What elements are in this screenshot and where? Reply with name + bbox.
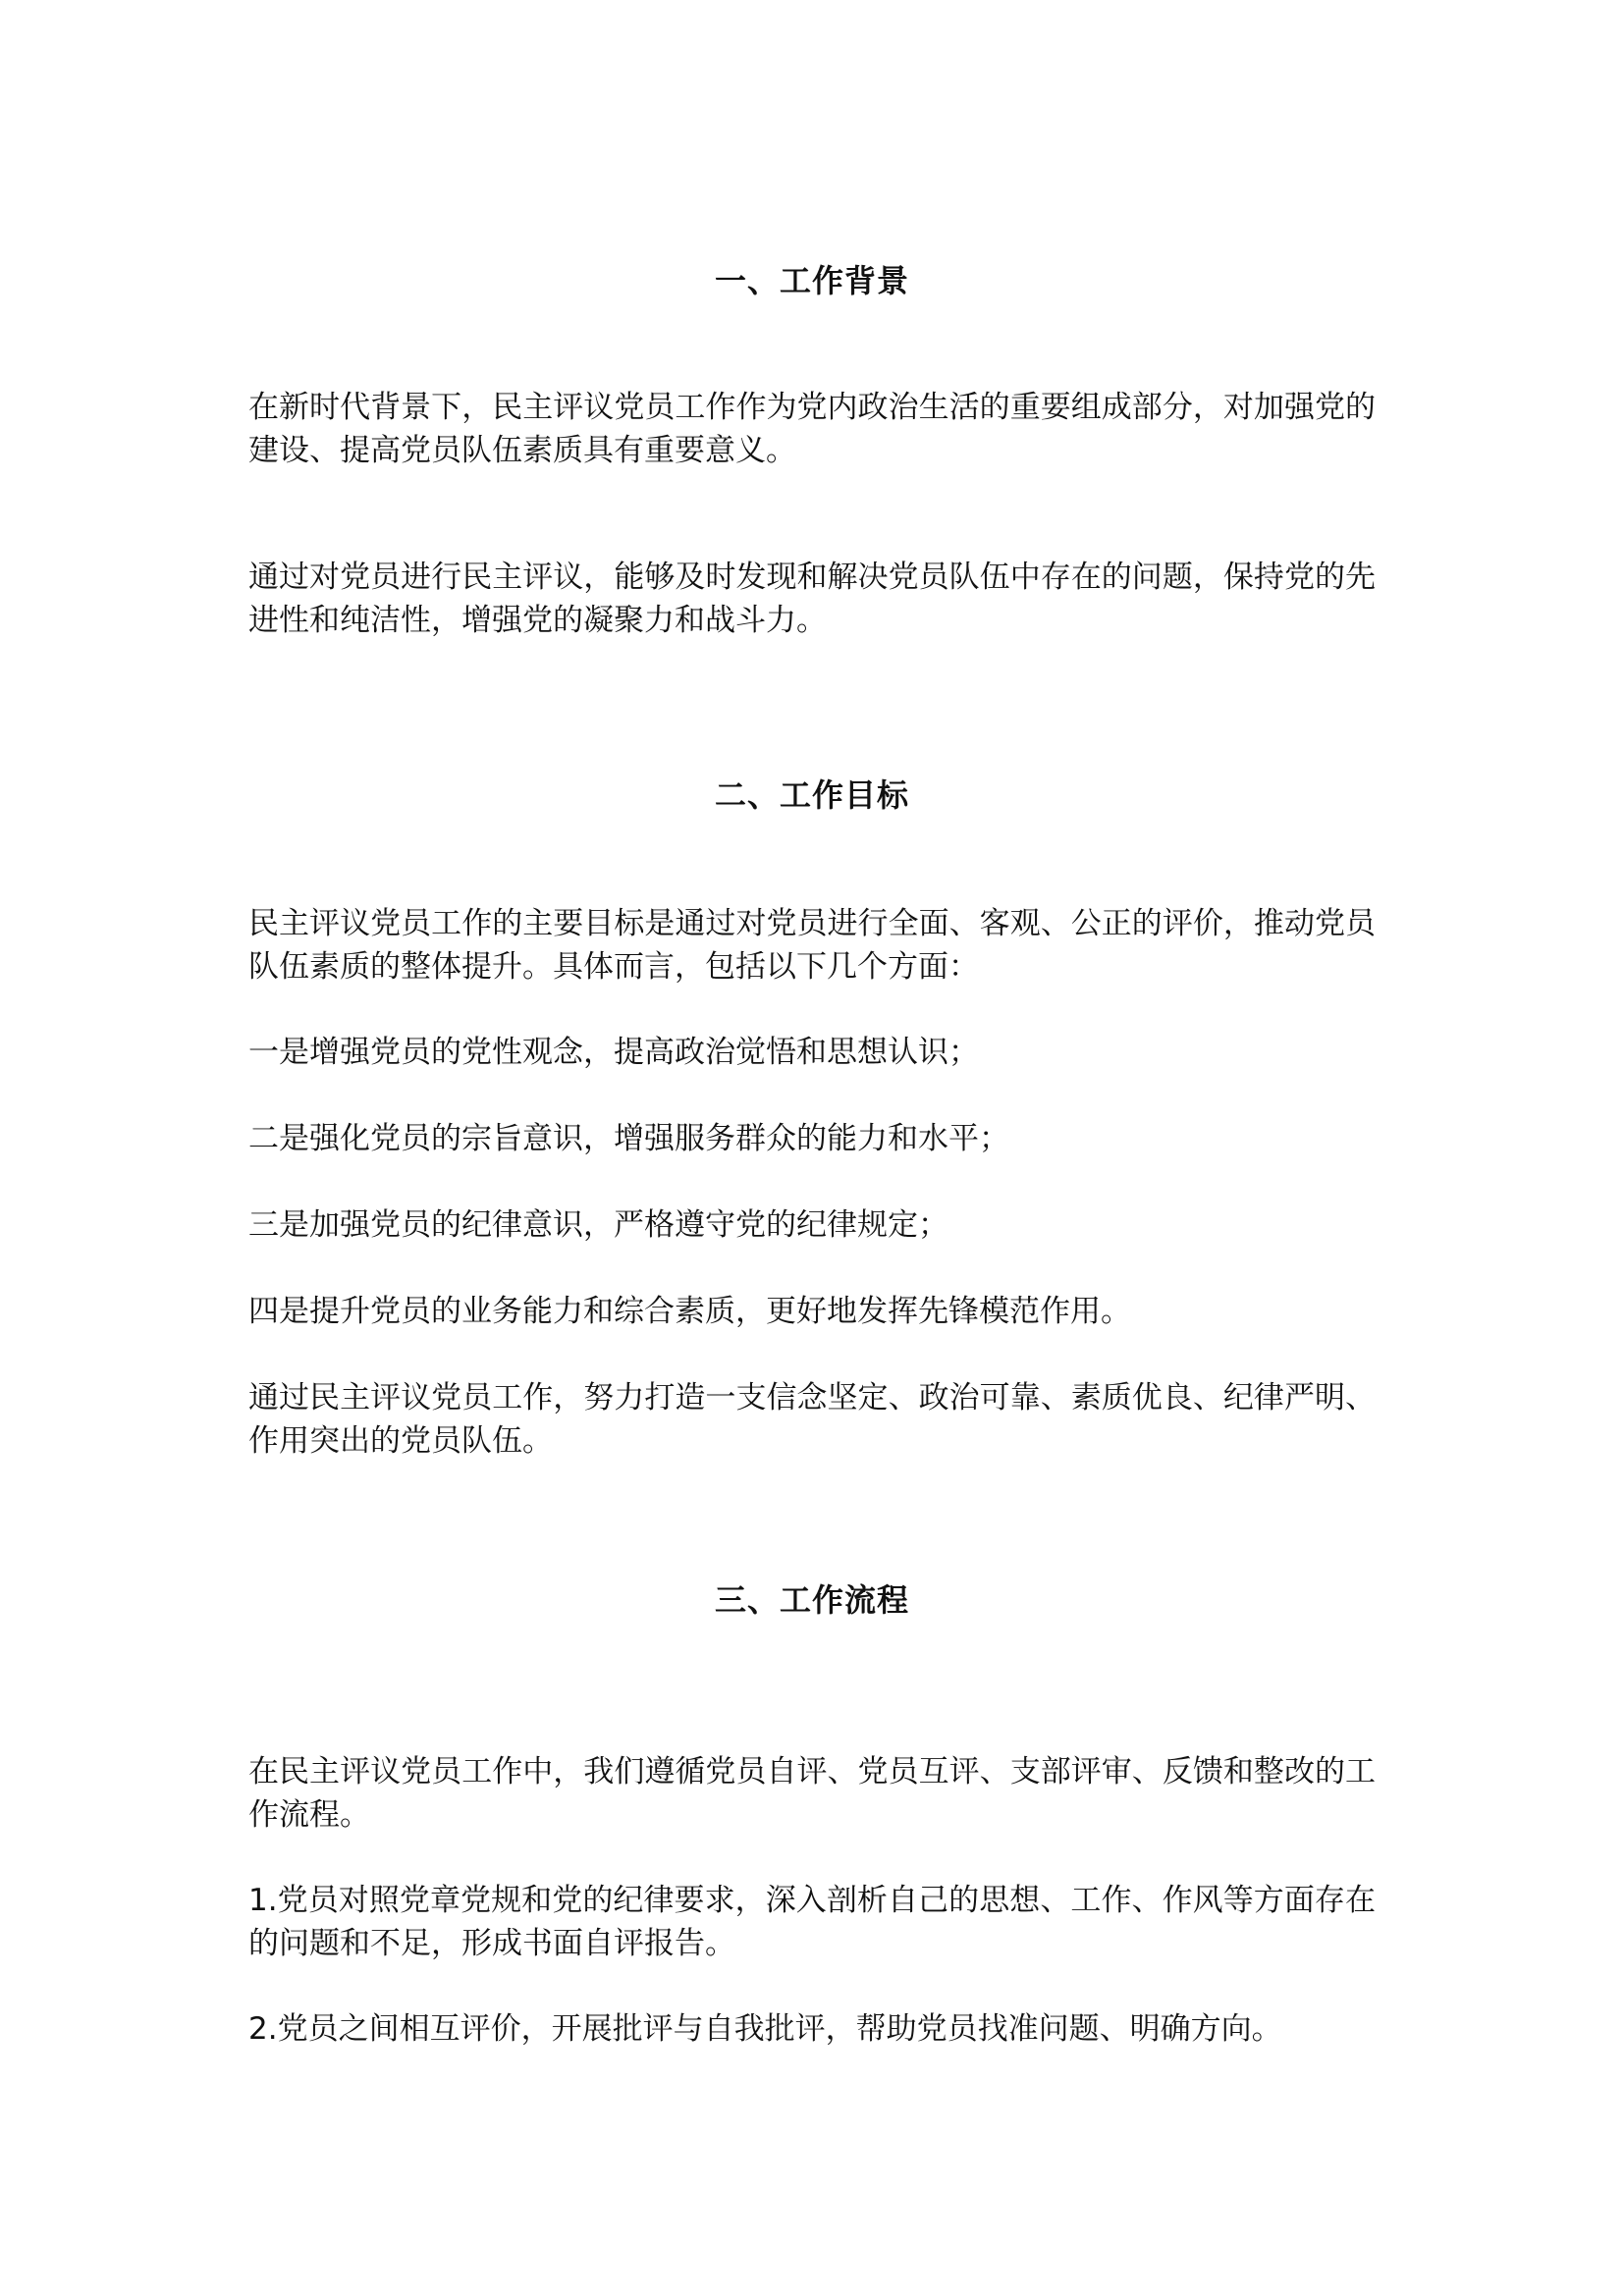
section-heading-goals: 二、工作目标: [714, 776, 909, 814]
paragraph-goal-2: 二是强化党员的宗旨意识，增强服务群众的能力和水平；: [248, 1121, 1009, 1156]
paragraph-process-step-2: 2.党员之间相互评价，开展批评与自我批评，帮助党员找准问题、明确方向。: [248, 2011, 1282, 2047]
paragraph-process-step-1: 1.党员对照党章党规和党的纪律要求，深入剖析自己的思想、工作、作风等方面存在的问题和不足，形成书面自评报告。: [248, 1883, 1376, 1961]
paragraph-background-2: 通过对党员进行民主评议，能够及时发现和解决党员队伍中存在的问题，保持党的先进性和纯洁性，增强党的凝聚力和战斗力。: [248, 560, 1376, 638]
paragraph-goal-1: 一是增强党员的党性观念，提高政治觉悟和思想认识；: [248, 1035, 979, 1070]
section-heading-process: 三、工作流程: [714, 1581, 909, 1619]
paragraph-goals-summary: 通过民主评议党员工作，努力打造一支信念坚定、政治可靠、素质优良、纪律严明、作用突出的党员队伍。: [248, 1380, 1376, 1459]
paragraph-background-1: 在新时代背景下，民主评议党员工作作为党内政治生活的重要组成部分，对加强党的建设、提高党员队伍素质具有重要意义。: [248, 390, 1376, 468]
paragraph-goal-4: 四是提升党员的业务能力和综合素质，更好地发挥先锋模范作用。: [248, 1294, 1131, 1329]
paragraph-process-intro: 在民主评议党员工作中，我们遵循党员自评、党员互评、支部评审、反馈和整改的工作流程。: [248, 1754, 1376, 1833]
paragraph-goals-intro: 民主评议党员工作的主要目标是通过对党员进行全面、客观、公正的评价，推动党员队伍素质的整体提升。具体而言，包括以下几个方面：: [248, 906, 1376, 985]
paragraph-goal-3: 三是加强党员的纪律意识，严格遵守党的纪律规定；: [248, 1207, 948, 1243]
section-heading-background: 一、工作背景: [714, 262, 909, 299]
